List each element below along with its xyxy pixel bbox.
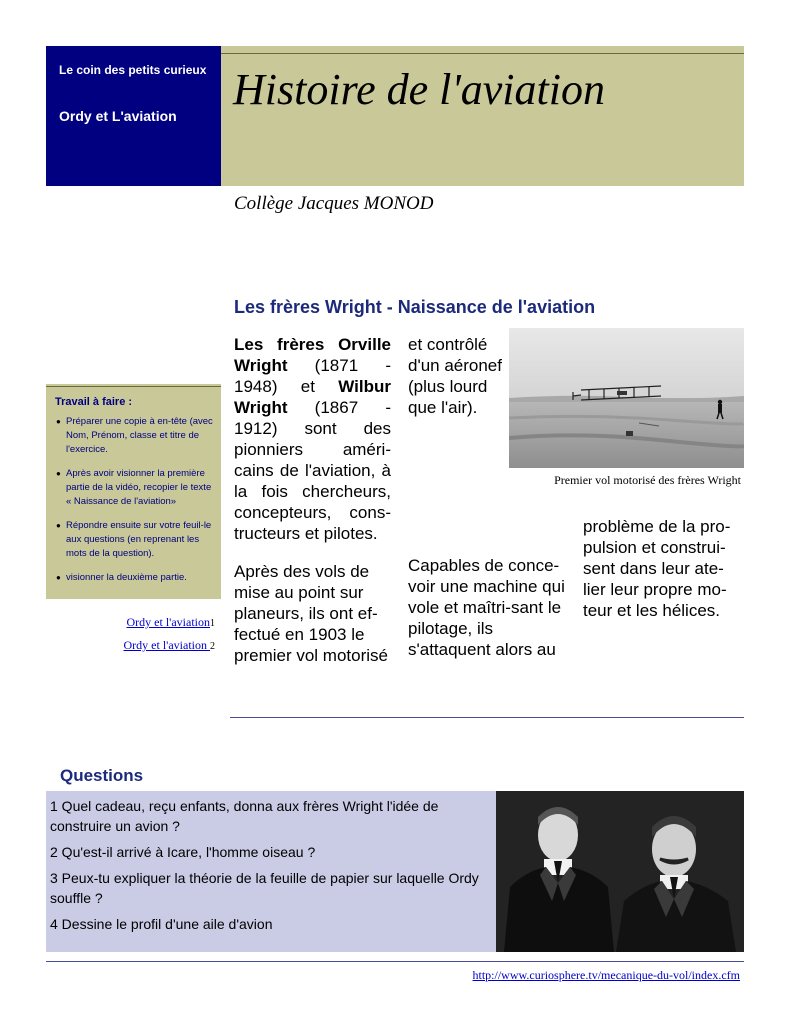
coin-label: Le coin des petits curieux — [59, 63, 207, 77]
orville-dates: (1871 - 1948) et — [234, 356, 391, 396]
todo-item: ● Préparer une copie à en-tête (avec Nom, Prénom, classe et titre de l'exercice. — [56, 415, 214, 457]
video-link-1-number: 1 — [210, 618, 215, 629]
wilbur-text: (1867 - 1912) sont des pionniers améri-cains de l'aviation, à la fois chercheurs, concepteurs, cons-tructeurs et pilotes. — [234, 398, 391, 543]
footer-link[interactable]: http://www.curiosphere.tv/mecanique-du-vol/index.cfm — [472, 968, 740, 982]
section-divider — [230, 717, 744, 718]
video-link-1[interactable]: Ordy et l'aviation — [126, 615, 210, 629]
article-column-3: problème de la pro-pulsion et construi-sent dans leur ate-lier leur propre mo-teur et les hélices. — [583, 517, 731, 620]
wright-brothers-portrait — [496, 791, 744, 952]
sidebar-header-box — [46, 46, 221, 186]
footer-divider — [46, 961, 744, 962]
questions-title: Questions — [60, 766, 144, 785]
todo-item: ● visionner la deuxième partie. — [56, 571, 214, 585]
wilbur-name: Wilbur Wright — [234, 377, 391, 417]
todo-list — [56, 415, 214, 595]
video-link-2[interactable]: Ordy et l'aviation — [123, 638, 210, 652]
orville-name: Les frères Orville Wright — [234, 335, 391, 375]
article-column-2-part-2: Capables de conce-voir une machine qui vole et maîtri-sant le pilotage, ils s'attaquent alors au — [408, 556, 565, 659]
question-item: 4 Dessine le profil d'une aile d'avion — [50, 916, 273, 932]
question-item: 1 Quel cadeau, reçu enfants, donna aux frères Wright l'idée de construire un avion ? — [50, 798, 439, 834]
question-item: 3 Peux-tu expliquer la théorie de la feuille de papier sur laquelle Ordy souffle ? — [50, 870, 479, 906]
todo-item: ● Après avoir visionner la première partie de la vidéo, recopier le texte « Naissance de l'aviation» — [56, 467, 214, 509]
video-link-2-row — [124, 638, 215, 653]
article-column-2-part-1: et contrôlé d'un aéronef (plus lourd que l'air). — [408, 335, 502, 417]
video-link-1-row — [127, 615, 215, 630]
questions-box — [46, 791, 496, 952]
article-title: Les frères Wright - Naissance de l'aviation — [234, 297, 596, 317]
page-title: Histoire de l'aviation — [233, 65, 605, 114]
subject-label: Ordy et L'aviation — [59, 108, 177, 124]
question-item: 2 Qu'est-il arrivé à Icare, l'homme oiseau ? — [50, 844, 316, 860]
video-link-2-number: 2 — [210, 641, 215, 652]
title-rule — [221, 53, 744, 54]
photo-caption: Premier vol motorisé des frères Wright — [554, 473, 741, 487]
todo-box — [46, 384, 221, 599]
school-name: Collège Jacques MONOD — [234, 193, 434, 214]
todo-rule — [46, 386, 221, 387]
todo-title: Travail à faire : — [55, 396, 133, 408]
article-column-1-part-2: Après des vols de mise au point sur planeurs, ils ont ef-fectué en 1903 le premier vol motorisé — [234, 562, 388, 665]
title-box — [221, 46, 744, 186]
article-column-1-part-1 — [234, 334, 391, 544]
todo-item: ● Répondre ensuite sur votre feuil-le aux questions (en reprenant les mots de la question). — [56, 519, 214, 561]
first-flight-photo — [509, 328, 744, 468]
